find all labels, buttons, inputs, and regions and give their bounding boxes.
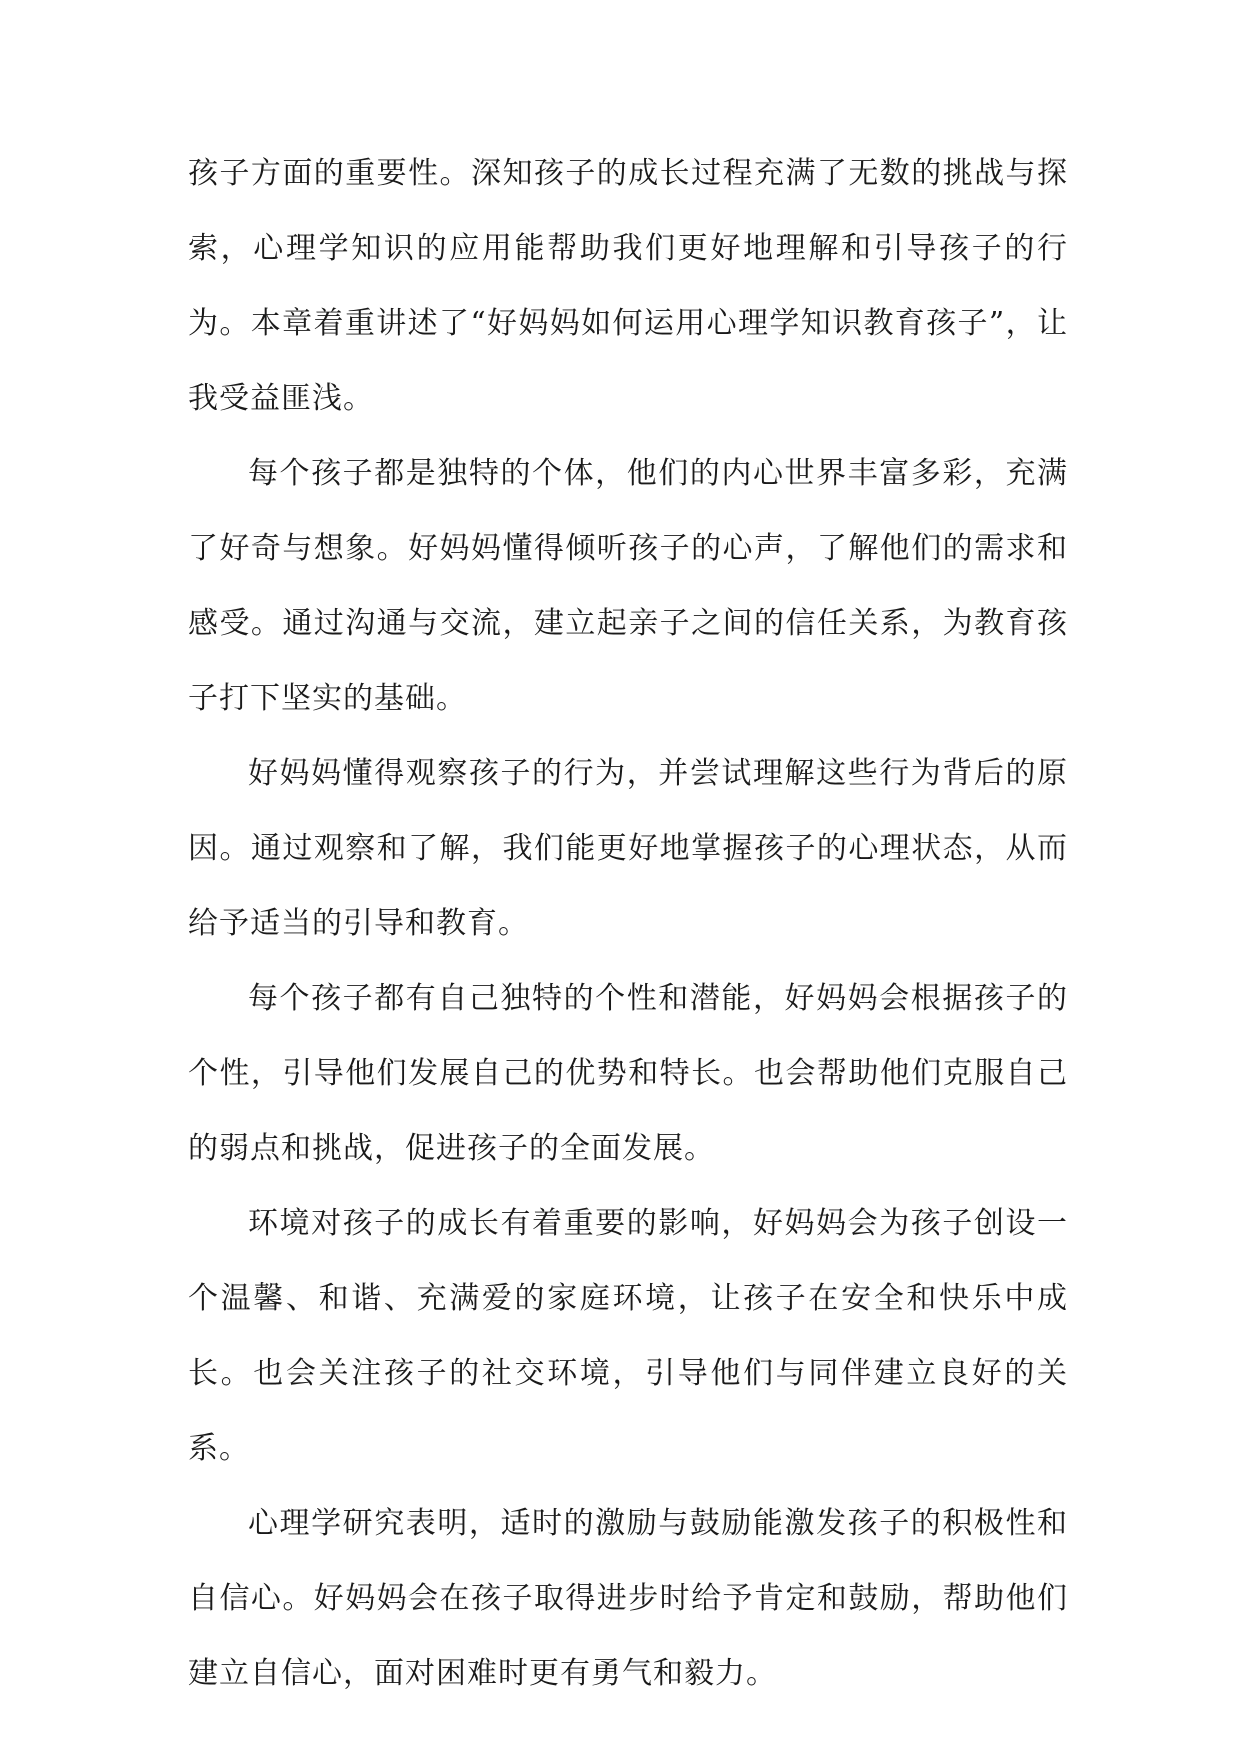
paragraph-6: 心理学研究表明，适时的激励与鼓励能激发孩子的积极性和自信心。好妈妈会在孩子取得进步时给予肯定和鼓励，帮助他们建立自信心，面对困难时更有勇气和毅力。 (188, 1506, 1068, 1691)
paragraph-2: 每个孩子都是独特的个体，他们的内心世界丰富多彩，充满了好奇与想象。好妈妈懂得倾听孩子的心声，了解他们的需求和感受。通过沟通与交流，建立起亲子之间的信任关系，为教育孩子打下坚实的基础。 (188, 456, 1068, 716)
body-text (188, 136, 1068, 1711)
paragraph-5: 环境对孩子的成长有着重要的影响，好妈妈会为孩子创设一个温馨、和谐、充满爱的家庭环境，让孩子在安全和快乐中成长。也会关注孩子的社交环境，引导他们与同伴建立良好的关系。 (188, 1206, 1068, 1466)
paragraph-1: 孩子方面的重要性。深知孩子的成长过程充满了无数的挑战与探索，心理学知识的应用能帮助我们更好地理解和引导孩子的行为。本章着重讲述了“好妈妈如何运用心理学知识教育孩子”，让我受益匪浅。 (188, 156, 1068, 416)
paragraph-4: 每个孩子都有自己独特的个性和潜能，好妈妈会根据孩子的个性，引导他们发展自己的优势和特长。也会帮助他们克服自己的弱点和挑战，促进孩子的全面发展。 (188, 981, 1068, 1166)
paragraph-3: 好妈妈懂得观察孩子的行为，并尝试理解这些行为背后的原因。通过观察和了解，我们能更好地掌握孩子的心理状态，从而给予适当的引导和教育。 (188, 756, 1068, 941)
